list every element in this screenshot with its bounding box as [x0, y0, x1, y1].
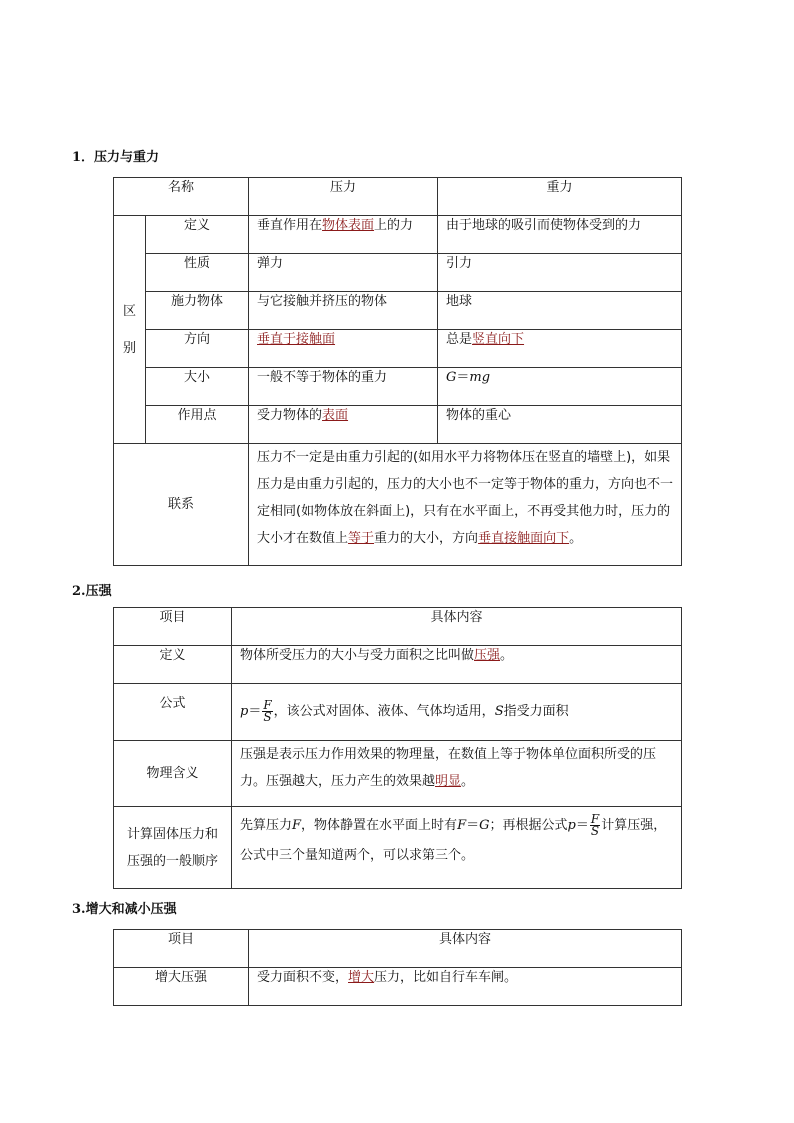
- gravity-cell: 引力: [438, 254, 682, 292]
- row-label: 定义: [114, 646, 232, 684]
- row-label: 性质: [146, 254, 249, 292]
- row-label: 公式: [114, 684, 232, 741]
- header-name: 名称: [114, 178, 249, 216]
- header-item: 项目: [114, 930, 249, 968]
- row-label: 计算固体压力和压强的一般顺序: [114, 807, 232, 889]
- row-label: 大小: [146, 368, 249, 406]
- header-content: 具体内容: [232, 608, 682, 646]
- gravity-cell: 由于地球的吸引而使物体受到的力: [438, 216, 682, 254]
- header-content: 具体内容: [249, 930, 682, 968]
- increase-cell: 受力面积不变，增大压力，比如自行车车闸。: [249, 968, 682, 1006]
- row-label: 增大压强: [114, 968, 249, 1006]
- section-title-1: 1．压力与重力: [72, 150, 160, 165]
- row-label: 物理含义: [114, 741, 232, 807]
- header-gravity: 重力: [438, 178, 682, 216]
- formula-cell: p＝ $\frac{F}{S}$ ，该公式对固体、液体、气体均适用，S指受力面积: [232, 684, 682, 741]
- row-label: 作用点: [146, 406, 249, 444]
- gravity-cell: 物体的重心: [438, 406, 682, 444]
- pressure-cell: 受力物体的表面: [249, 406, 438, 444]
- pressure-vs-gravity-table: [113, 177, 682, 566]
- pressure-cell: 一般不等于物体的重力: [249, 368, 438, 406]
- gravity-cell: 总是竖直向下: [438, 330, 682, 368]
- section-title-3: 3.增大和减小压强: [72, 902, 177, 917]
- group-label-difference: 区 别: [114, 216, 146, 444]
- pressure-intensity-table: [113, 607, 682, 889]
- link-content: 压力不一定是由重力引起的(如用水平力将物体压在竖直的墙壁上)，如果压力是由重力引起的，压力的大小也不一定等于物体的重力，方向也不一定相同(如物体放在斜面上)，只有在水平面上，不再受其他力时，压力的大小才在数值上等于重力的大小，方向垂直接触面向下。: [249, 444, 682, 566]
- fraction-F-over-S: $\frac{F}{S}$: [590, 812, 600, 838]
- meaning-cell: 压强是表示压力作用效果的物理量，在数值上等于物体单位面积所受的压力。压强越大，压力产生的效果越明显。: [232, 741, 682, 807]
- increase-decrease-pressure-table: [113, 929, 682, 1006]
- row-label: 施力物体: [146, 292, 249, 330]
- row-label: 方向: [146, 330, 249, 368]
- link-label: 联系: [114, 444, 249, 566]
- definition-cell: 物体所受压力的大小与受力面积之比叫做压强。: [232, 646, 682, 684]
- header-item: 项目: [114, 608, 232, 646]
- pressure-cell: 与它接触并挤压的物体: [249, 292, 438, 330]
- pressure-cell: 垂直于接触面: [249, 330, 438, 368]
- fraction-F-over-S: $\frac{F}{S}$: [263, 698, 272, 724]
- row-label: 定义: [146, 216, 249, 254]
- header-pressure: 压力: [249, 178, 438, 216]
- section-title-2: 2.压强: [72, 584, 112, 599]
- pressure-cell: 弹力: [249, 254, 438, 292]
- calc-cell: 先算压力F，物体静置在水平面上时有F＝G；再根据公式p＝ $\frac{F}{S}$ 计算压强，公式中三个量知道两个，可以求第三个。: [232, 807, 682, 889]
- pressure-cell: 垂直作用在物体表面上的力: [249, 216, 438, 254]
- gravity-cell: 地球: [438, 292, 682, 330]
- gravity-cell: G＝mg: [438, 368, 682, 406]
